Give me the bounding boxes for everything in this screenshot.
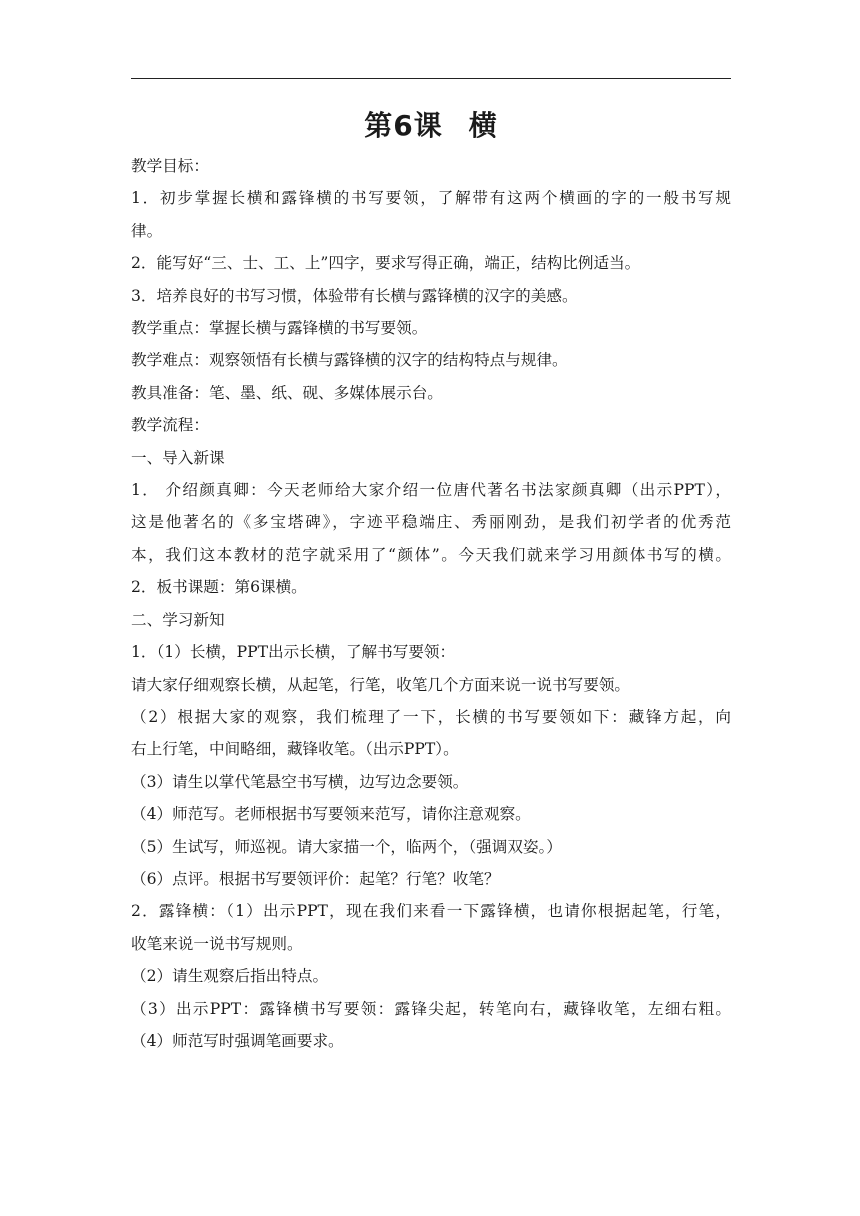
text-line: （3）请生以掌代笔悬空书写横，边写边念要领。: [131, 772, 469, 791]
text-line: 这是他著名的《多宝塔碑》，字迹平稳端庄、秀丽刚劲，是我们初学者的优秀范: [131, 513, 731, 532]
text-line: 教学重点：掌握长横与露锋横的书写要领。: [131, 319, 428, 338]
text-line: 右上行笔，中间略细，藏锋收笔。（出示PPT）。: [131, 740, 459, 759]
text-line: 收笔来说一说书写规则。: [131, 934, 303, 953]
text-line: 教具准备：笔、墨、纸、砚、多媒体展示台。: [131, 383, 443, 402]
text-line: （5）生试写，师巡视。请大家描一个，临两个，（强调双姿。）: [131, 837, 562, 856]
text-line: （3）出示PPT：露锋横书写要领：露锋尖起，转笔向右，藏锋收笔，左细右粗。: [131, 999, 731, 1018]
text-line: （6）点评。根据书写要领评价：起笔？行笔？收笔？: [131, 869, 500, 888]
text-line: 教学难点：观察领悟有长横与露锋横的汉字的结构特点与规律。: [131, 351, 568, 370]
page-title: [131, 106, 731, 146]
text-line: （4）师范写时强调笔画要求。: [131, 1031, 344, 1050]
text-line: 2．能写好“三、士、工、上”四字，要求写得正确，端正，结构比例适当。: [131, 254, 641, 273]
header-rule: [131, 78, 731, 79]
text-line: 1． 介绍颜真卿：今天老师给大家介绍一位唐代著名书法家颜真卿（出示PPT），: [131, 481, 731, 500]
text-line: 本，我们这本教材的范字就采用了“颜体”。今天我们就来学习用颜体书写的横。: [131, 545, 731, 564]
text-line: 一、导入新课: [131, 448, 225, 467]
text-line: 教学目标：: [131, 157, 209, 175]
text-line: 2．板书课题：第6课横。: [131, 578, 307, 597]
text-line: 1．（1）长横，PPT出示长横，了解书写要领：: [131, 643, 456, 662]
text-line: （2）根据大家的观察，我们梳理了一下，长横的书写要领如下：藏锋方起，向: [131, 707, 731, 726]
text-line: 教学流程：: [131, 416, 209, 435]
text-line: 2．露锋横：（1）出示PPT，现在我们来看一下露锋横，也请你根据起笔，行笔，: [131, 902, 731, 921]
lesson-number: 第6课: [364, 109, 443, 142]
text-line: 1．初步掌握长横和露锋横的书写要领，了解带有这两个横画的字的一般书写规: [131, 189, 731, 208]
text-line: 律。: [131, 221, 163, 240]
text-line: 3．培养良好的书写习惯，体验带有长横与露锋横的汉字的美感。: [131, 286, 578, 305]
text-line: （4）师范写。老师根据书写要领来范写，请你注意观察。: [131, 805, 531, 824]
text-line: 二、学习新知: [131, 610, 225, 629]
lesson-body: [131, 150, 731, 1057]
text-line: （2）请生观察后指出特点。: [131, 967, 329, 986]
text-line: 请大家仔细观察长横，从起笔，行笔，收笔几个方面来说一说书写要领。: [131, 675, 631, 694]
lesson-topic: 横: [468, 109, 498, 142]
